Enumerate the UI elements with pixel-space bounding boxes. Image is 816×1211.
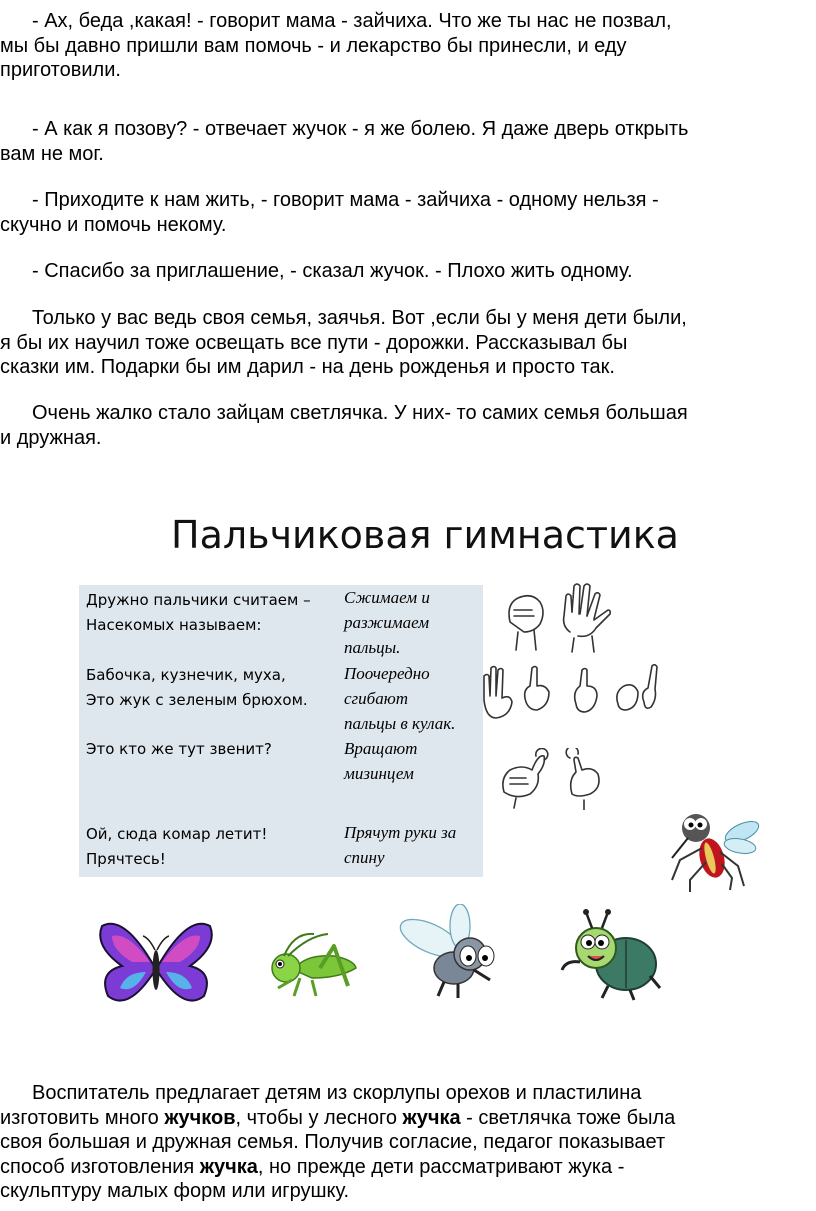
row-3-words: Это кто же тут звенит?: [86, 740, 272, 758]
bold-word: жучка: [199, 1155, 258, 1178]
gymnastics-table: [79, 585, 483, 877]
row-2-words: Бабочка, кузнечик, муха, Это жук с зеленым брюхом.: [86, 666, 308, 709]
row-4-words: Ой, сюда комар летит! Прячтесь!: [86, 825, 268, 868]
row-1-action: Сжимаем и разжимаем пальцы.: [344, 588, 430, 657]
row-1-words: Дружно пальчики считаем – Насекомых называем:: [86, 591, 311, 634]
final-paragraph: Воспитатель предлагает детям из скорлупы орехов и пластилина изготовить много жучков, чтобы у лесного жучка - светлячка тоже была своя большая и дружная семья. Получив согласие, педагог показывает способ изготовления жучка, но прежде дети рассматривают жука - скульптуру малых форм или игрушку.: [0, 1082, 676, 1202]
row-2-action: Поочередно сгибают пальцы в кулак.: [344, 664, 456, 733]
story-paragraph-6: Очень жалко стало зайцам светлячка. У них- то самих семья большая и дружная.: [0, 402, 688, 449]
story-paragraph-3: - Приходите к нам жить, - говорит мама - зайчиха - одному нельзя - скучно и помочь некому.: [0, 189, 659, 236]
bold-word: жучков: [164, 1106, 236, 1129]
story-paragraph-4: - Спасибо за приглашение, - сказал жучок. - Плохо жить одному.: [32, 260, 633, 282]
gymnastics-title: Пальчиковая гимнастика: [171, 513, 679, 557]
beetle-icon: [560, 906, 664, 1002]
hands-rotating-pinky-icon: [496, 748, 616, 810]
mosquito-icon: [662, 802, 762, 894]
grasshopper-icon: [264, 930, 360, 1002]
row-4-action: Прячут руки за спину: [344, 823, 457, 867]
fly-icon: [396, 904, 514, 1000]
story-paragraph-1: - Ах, беда ,какая! - говорит мама - зайчиха. Что же ты нас не позвал, мы бы давно пришли вам помочь - и лекарство бы принесли, и еду приготовили.: [0, 10, 672, 81]
bold-word: жучка: [402, 1106, 461, 1129]
story-paragraph-5: Только у вас ведь своя семья, заячья. Вот ,если бы у меня дети были, я бы их научил тоже освещать все пути - дорожки. Рассказывал бы сказки им. Подарки бы им дарил - на день рожденья и просто так.: [0, 307, 687, 378]
hands-fist-open-icon: [500, 582, 620, 654]
hands-bending-fingers-icon: [478, 660, 664, 724]
butterfly-icon: [96, 920, 216, 1012]
story-paragraph-2: - А как я позову? - отвечает жучок - я же болею. Я даже дверь открыть вам не мог.: [0, 118, 689, 165]
row-3-action: Вращают мизинцем: [344, 739, 418, 783]
